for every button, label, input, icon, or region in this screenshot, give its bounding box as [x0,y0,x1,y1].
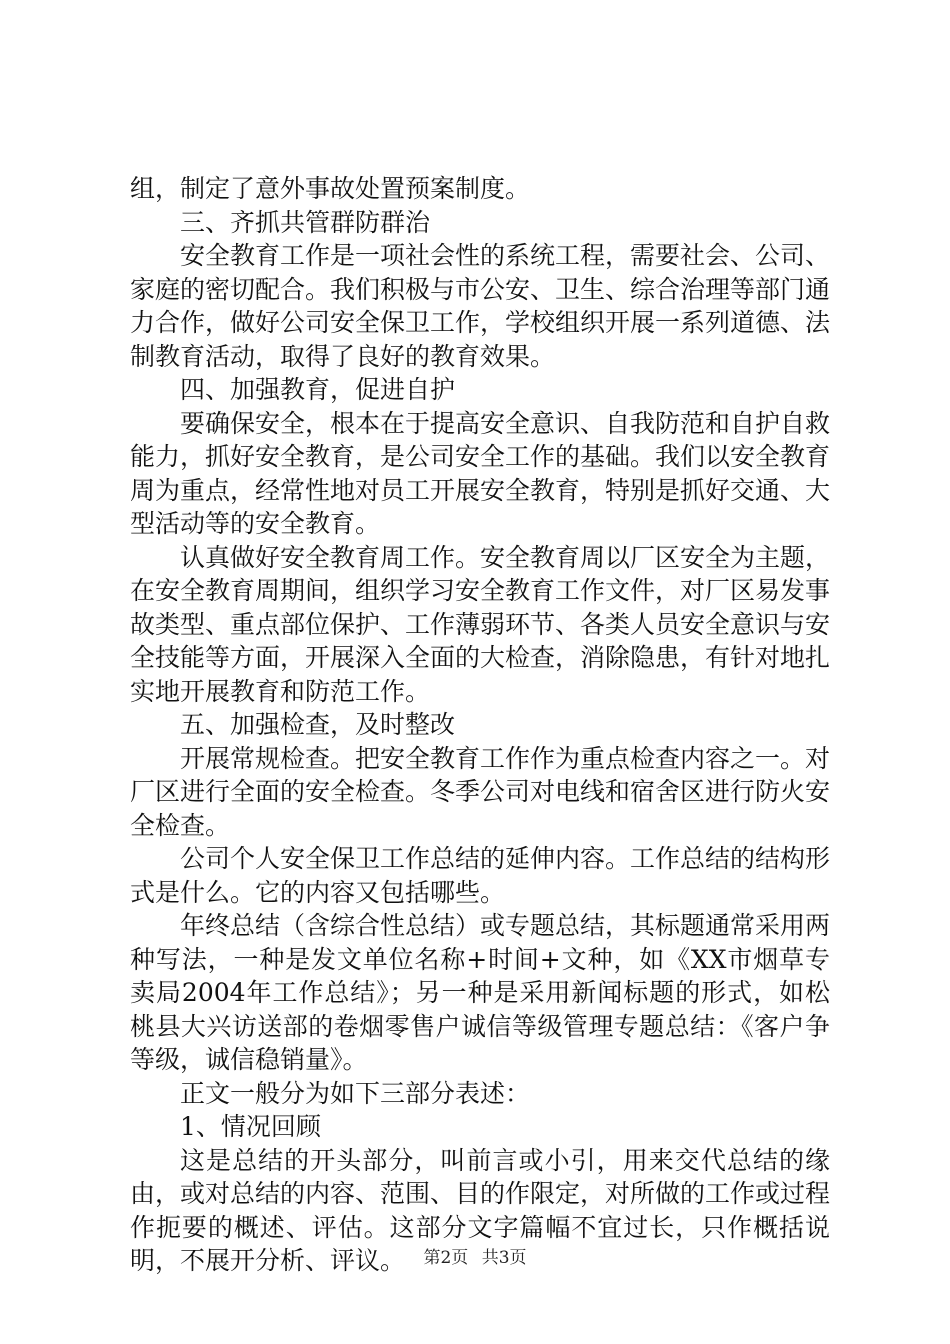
body-paragraph: 正文一般分为如下三部分表述： [180,1078,531,1108]
body-paragraph: 年终总结（含综合性总结）或专题总结，其标题通常采用两种写法，一种是发文单位名称+时间+文种，如《XX市烟草专卖局2004年工作总结》；另一种是采用新闻标题的形式，如松桃县大兴访送部的卷烟零售户诚信等级管理专题总结：《客户争等级，诚信稳销量》。 [130,911,831,1074]
body-paragraph: 安全教育工作是一项社会性的系统工程，需要社会、公司、家庭的密切配合。我们积极与市公安、卫生、综合治理等部门通力合作，做好公司安全保卫工作，学校组织开展一系列道德、法制教育活动，取得了良好的教育效果。 [130,241,831,371]
section-heading: 五、加强检查，及时整改 [180,710,456,739]
section-heading: 1、情况回顾 [180,1112,321,1141]
page-total: 共3页 [481,1248,527,1268]
body-paragraph: 要确保安全，根本在于提高安全意识、自我防范和自护自救能力，抓好安全教育，是公司安全工作的基础。我们以安全教育周为重点，经常性地对员工开展安全教育，特别是抓好交通、大型活动等的安全教育。 [130,408,831,538]
body-paragraph: 这是总结的开头部分，叫前言或小引，用来交代总结的缘由，或对总结的内容、范围、目的作限定，对所做的工作或过程作扼要的概述、评估。这部分文字篇幅不宜过长，只作概括说明，不展开分析、评议。 [130,1145,831,1275]
page-footer [0,1243,950,1268]
body-paragraph: 认真做好安全教育周工作。安全教育周以厂区安全为主题，在安全教育周期间，组织学习安全教育工作文件，对厂区易发事故类型、重点部位保护、工作薄弱环节、各类人员安全意识与安全技能等方面，开展深入全面的大检查，消除隐患，有针对地扎实地开展教育和防范工作。 [130,542,831,706]
section-heading: 四、加强教育，促进自护 [180,375,456,404]
body-paragraph: 开展常规检查。把安全教育工作作为重点检查内容之一。对厂区进行全面的安全检查。冬季公司对电线和宿舍区进行防火安全检查。 [130,743,831,840]
document-body [130,172,830,1278]
section-heading: 三、齐抓共管群防群治 [180,207,431,237]
paragraph-continuation: 组，制定了意外事故处置预案制度。 [130,174,531,203]
body-paragraph: 公司个人安全保卫工作总结的延伸内容。工作总结的结构形式是什么。它的内容又包括哪些。 [130,844,831,907]
page-number: 第2页 [423,1248,469,1268]
